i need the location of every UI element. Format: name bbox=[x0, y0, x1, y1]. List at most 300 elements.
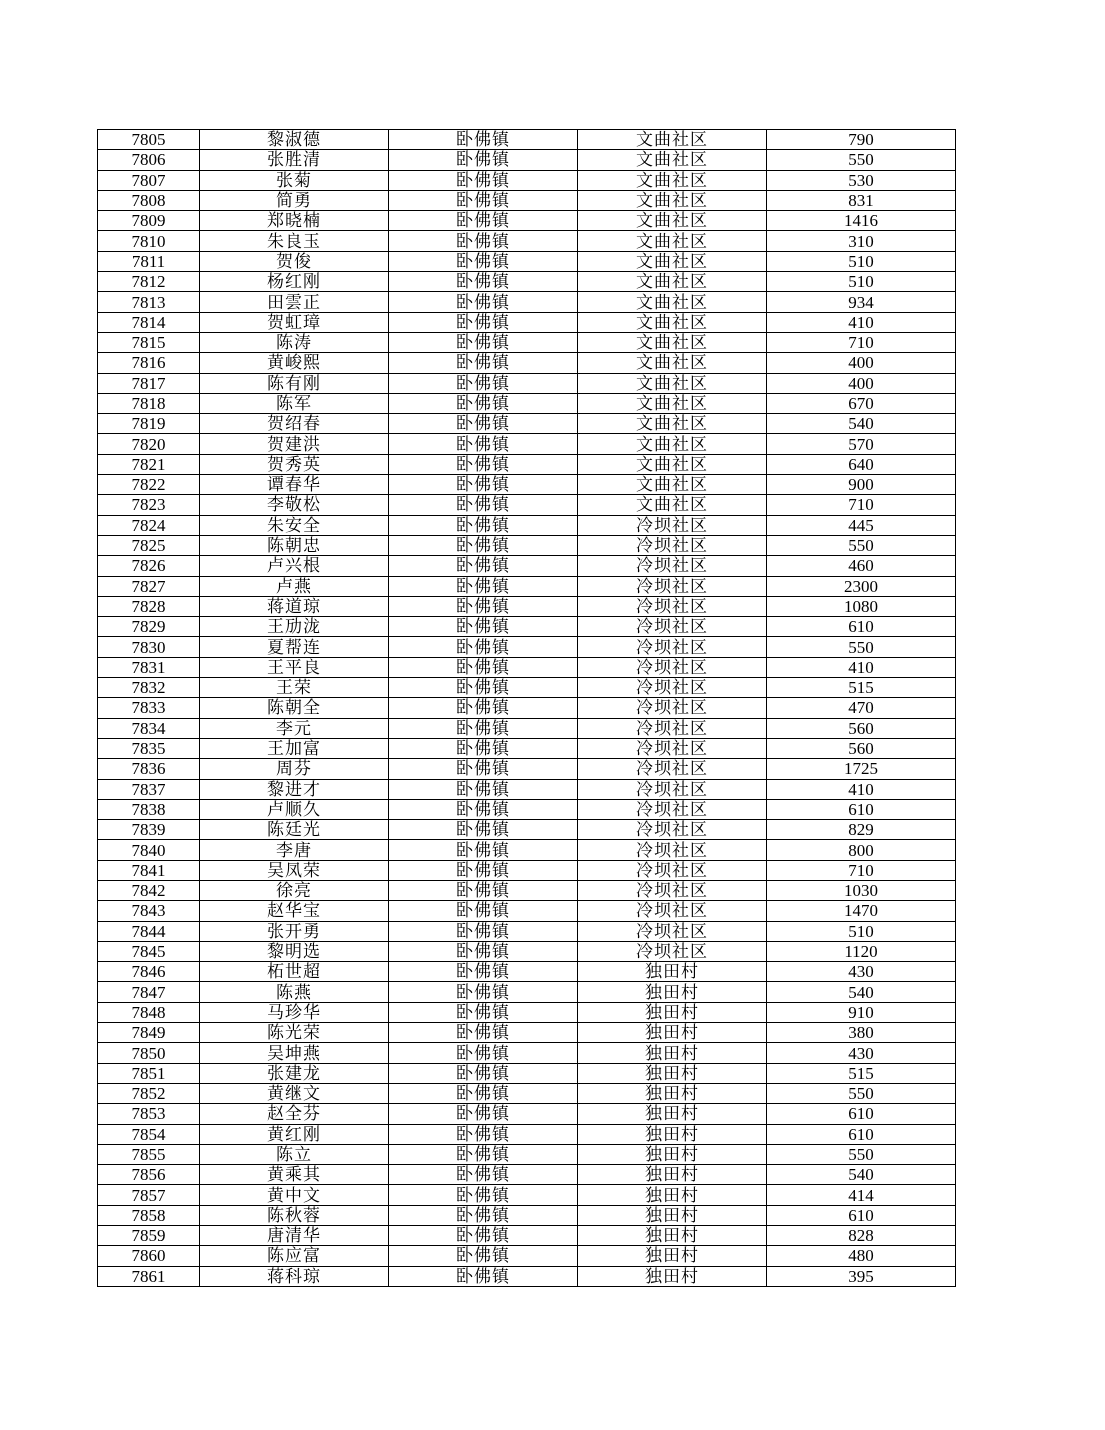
town-cell: 卧佛镇 bbox=[389, 393, 578, 413]
amount-cell: 610 bbox=[767, 799, 956, 819]
person-name-cell: 黎明选 bbox=[200, 941, 389, 961]
community-cell: 独田村 bbox=[578, 1083, 767, 1103]
row-number-cell: 7843 bbox=[98, 901, 200, 921]
row-number-cell: 7811 bbox=[98, 251, 200, 271]
row-number-cell: 7844 bbox=[98, 921, 200, 941]
person-name-cell: 蒋道琼 bbox=[200, 596, 389, 616]
table-row bbox=[98, 475, 956, 495]
table-row bbox=[98, 515, 956, 535]
row-number-cell: 7846 bbox=[98, 962, 200, 982]
table-row bbox=[98, 901, 956, 921]
amount-cell: 400 bbox=[767, 373, 956, 393]
row-number-cell: 7841 bbox=[98, 860, 200, 880]
person-name-cell: 柘世超 bbox=[200, 962, 389, 982]
amount-cell: 310 bbox=[767, 231, 956, 251]
town-cell: 卧佛镇 bbox=[389, 150, 578, 170]
table-row bbox=[98, 1083, 956, 1103]
community-cell: 文曲社区 bbox=[578, 495, 767, 515]
row-number-cell: 7848 bbox=[98, 1002, 200, 1022]
amount-cell: 410 bbox=[767, 312, 956, 332]
row-number-cell: 7819 bbox=[98, 414, 200, 434]
community-cell: 文曲社区 bbox=[578, 190, 767, 210]
amount-cell: 550 bbox=[767, 150, 956, 170]
town-cell: 卧佛镇 bbox=[389, 657, 578, 677]
table-row bbox=[98, 292, 956, 312]
person-name-cell: 唐清华 bbox=[200, 1226, 389, 1246]
row-number-cell: 7849 bbox=[98, 1023, 200, 1043]
person-name-cell: 简勇 bbox=[200, 190, 389, 210]
town-cell: 卧佛镇 bbox=[389, 211, 578, 231]
table-row bbox=[98, 1104, 956, 1124]
table-row bbox=[98, 1144, 956, 1164]
town-cell: 卧佛镇 bbox=[389, 190, 578, 210]
town-cell: 卧佛镇 bbox=[389, 1023, 578, 1043]
table-row bbox=[98, 698, 956, 718]
person-name-cell: 张建龙 bbox=[200, 1063, 389, 1083]
town-cell: 卧佛镇 bbox=[389, 637, 578, 657]
row-number-cell: 7856 bbox=[98, 1165, 200, 1185]
community-cell: 冷坝社区 bbox=[578, 657, 767, 677]
amount-cell: 515 bbox=[767, 678, 956, 698]
row-number-cell: 7861 bbox=[98, 1266, 200, 1286]
amount-cell: 540 bbox=[767, 1165, 956, 1185]
table-row bbox=[98, 130, 956, 150]
person-name-cell: 马珍华 bbox=[200, 1002, 389, 1022]
amount-cell: 510 bbox=[767, 251, 956, 271]
table-row bbox=[98, 150, 956, 170]
person-name-cell: 王劢泷 bbox=[200, 617, 389, 637]
row-number-cell: 7807 bbox=[98, 170, 200, 190]
person-name-cell: 李唐 bbox=[200, 840, 389, 860]
person-name-cell: 张开勇 bbox=[200, 921, 389, 941]
amount-cell: 790 bbox=[767, 130, 956, 150]
community-cell: 独田村 bbox=[578, 1266, 767, 1286]
table-row bbox=[98, 231, 956, 251]
town-cell: 卧佛镇 bbox=[389, 779, 578, 799]
person-name-cell: 赵全芬 bbox=[200, 1104, 389, 1124]
community-cell: 独田村 bbox=[578, 1043, 767, 1063]
person-name-cell: 李敬松 bbox=[200, 495, 389, 515]
table-row bbox=[98, 1185, 956, 1205]
community-cell: 文曲社区 bbox=[578, 373, 767, 393]
town-cell: 卧佛镇 bbox=[389, 820, 578, 840]
amount-cell: 670 bbox=[767, 393, 956, 413]
table-row bbox=[98, 393, 956, 413]
row-number-cell: 7845 bbox=[98, 941, 200, 961]
person-name-cell: 黄中文 bbox=[200, 1185, 389, 1205]
community-cell: 冷坝社区 bbox=[578, 880, 767, 900]
amount-cell: 460 bbox=[767, 556, 956, 576]
community-cell: 冷坝社区 bbox=[578, 941, 767, 961]
amount-cell: 2300 bbox=[767, 576, 956, 596]
table-row bbox=[98, 820, 956, 840]
row-number-cell: 7817 bbox=[98, 373, 200, 393]
row-number-cell: 7835 bbox=[98, 738, 200, 758]
table-row bbox=[98, 1266, 956, 1286]
community-cell: 冷坝社区 bbox=[578, 820, 767, 840]
community-cell: 独田村 bbox=[578, 1246, 767, 1266]
town-cell: 卧佛镇 bbox=[389, 982, 578, 1002]
community-cell: 文曲社区 bbox=[578, 414, 767, 434]
amount-cell: 1470 bbox=[767, 901, 956, 921]
town-cell: 卧佛镇 bbox=[389, 535, 578, 555]
row-number-cell: 7855 bbox=[98, 1144, 200, 1164]
amount-cell: 1416 bbox=[767, 211, 956, 231]
town-cell: 卧佛镇 bbox=[389, 170, 578, 190]
person-name-cell: 杨红刚 bbox=[200, 272, 389, 292]
row-number-cell: 7859 bbox=[98, 1226, 200, 1246]
community-cell: 冷坝社区 bbox=[578, 901, 767, 921]
amount-cell: 829 bbox=[767, 820, 956, 840]
person-name-cell: 卢顺久 bbox=[200, 799, 389, 819]
row-number-cell: 7808 bbox=[98, 190, 200, 210]
table-row bbox=[98, 251, 956, 271]
person-name-cell: 贺建洪 bbox=[200, 434, 389, 454]
amount-cell: 414 bbox=[767, 1185, 956, 1205]
community-cell: 冷坝社区 bbox=[578, 921, 767, 941]
row-number-cell: 7809 bbox=[98, 211, 200, 231]
amount-cell: 800 bbox=[767, 840, 956, 860]
community-cell: 文曲社区 bbox=[578, 170, 767, 190]
town-cell: 卧佛镇 bbox=[389, 596, 578, 616]
community-cell: 文曲社区 bbox=[578, 332, 767, 352]
amount-cell: 560 bbox=[767, 738, 956, 758]
town-cell: 卧佛镇 bbox=[389, 251, 578, 271]
person-name-cell: 赵华宝 bbox=[200, 901, 389, 921]
town-cell: 卧佛镇 bbox=[389, 860, 578, 880]
person-name-cell: 王荣 bbox=[200, 678, 389, 698]
row-number-cell: 7858 bbox=[98, 1205, 200, 1225]
town-cell: 卧佛镇 bbox=[389, 1002, 578, 1022]
table-row bbox=[98, 1002, 956, 1022]
table-row bbox=[98, 414, 956, 434]
community-cell: 文曲社区 bbox=[578, 454, 767, 474]
person-name-cell: 卢燕 bbox=[200, 576, 389, 596]
person-name-cell: 徐亮 bbox=[200, 880, 389, 900]
person-name-cell: 陈立 bbox=[200, 1144, 389, 1164]
amount-cell: 900 bbox=[767, 475, 956, 495]
table-row bbox=[98, 962, 956, 982]
person-name-cell: 黄峻熙 bbox=[200, 353, 389, 373]
amount-cell: 550 bbox=[767, 535, 956, 555]
town-cell: 卧佛镇 bbox=[389, 373, 578, 393]
community-cell: 文曲社区 bbox=[578, 130, 767, 150]
town-cell: 卧佛镇 bbox=[389, 759, 578, 779]
town-cell: 卧佛镇 bbox=[389, 576, 578, 596]
row-number-cell: 7826 bbox=[98, 556, 200, 576]
community-cell: 文曲社区 bbox=[578, 312, 767, 332]
amount-cell: 515 bbox=[767, 1063, 956, 1083]
row-number-cell: 7828 bbox=[98, 596, 200, 616]
table-row bbox=[98, 921, 956, 941]
community-cell: 文曲社区 bbox=[578, 475, 767, 495]
community-cell: 冷坝社区 bbox=[578, 840, 767, 860]
table-row bbox=[98, 272, 956, 292]
town-cell: 卧佛镇 bbox=[389, 840, 578, 860]
table-row bbox=[98, 211, 956, 231]
community-cell: 文曲社区 bbox=[578, 231, 767, 251]
community-cell: 文曲社区 bbox=[578, 393, 767, 413]
community-cell: 独田村 bbox=[578, 1124, 767, 1144]
town-cell: 卧佛镇 bbox=[389, 617, 578, 637]
row-number-cell: 7851 bbox=[98, 1063, 200, 1083]
community-cell: 文曲社区 bbox=[578, 150, 767, 170]
table-row bbox=[98, 576, 956, 596]
person-name-cell: 王加富 bbox=[200, 738, 389, 758]
person-name-cell: 黎淑德 bbox=[200, 130, 389, 150]
table-row bbox=[98, 556, 956, 576]
amount-cell: 480 bbox=[767, 1246, 956, 1266]
table-row bbox=[98, 1226, 956, 1246]
community-cell: 冷坝社区 bbox=[578, 860, 767, 880]
amount-cell: 610 bbox=[767, 617, 956, 637]
person-name-cell: 陈涛 bbox=[200, 332, 389, 352]
town-cell: 卧佛镇 bbox=[389, 1165, 578, 1185]
amount-cell: 610 bbox=[767, 1104, 956, 1124]
row-number-cell: 7847 bbox=[98, 982, 200, 1002]
person-name-cell: 陈应富 bbox=[200, 1246, 389, 1266]
table-row bbox=[98, 170, 956, 190]
community-cell: 独田村 bbox=[578, 1023, 767, 1043]
community-cell: 冷坝社区 bbox=[578, 556, 767, 576]
amount-cell: 550 bbox=[767, 1144, 956, 1164]
amount-cell: 510 bbox=[767, 921, 956, 941]
person-name-cell: 卢兴根 bbox=[200, 556, 389, 576]
amount-cell: 1030 bbox=[767, 880, 956, 900]
table-row bbox=[98, 1063, 956, 1083]
table-row bbox=[98, 190, 956, 210]
amount-cell: 470 bbox=[767, 698, 956, 718]
row-number-cell: 7815 bbox=[98, 332, 200, 352]
town-cell: 卧佛镇 bbox=[389, 515, 578, 535]
community-cell: 冷坝社区 bbox=[578, 779, 767, 799]
community-cell: 独田村 bbox=[578, 982, 767, 1002]
amount-cell: 910 bbox=[767, 1002, 956, 1022]
town-cell: 卧佛镇 bbox=[389, 353, 578, 373]
row-number-cell: 7813 bbox=[98, 292, 200, 312]
amount-cell: 400 bbox=[767, 353, 956, 373]
amount-cell: 410 bbox=[767, 657, 956, 677]
amount-cell: 610 bbox=[767, 1124, 956, 1144]
amount-cell: 828 bbox=[767, 1226, 956, 1246]
table-row bbox=[98, 637, 956, 657]
town-cell: 卧佛镇 bbox=[389, 1104, 578, 1124]
person-name-cell: 黎进才 bbox=[200, 779, 389, 799]
person-name-cell: 陈燕 bbox=[200, 982, 389, 1002]
amount-cell: 1080 bbox=[767, 596, 956, 616]
community-cell: 文曲社区 bbox=[578, 434, 767, 454]
community-cell: 文曲社区 bbox=[578, 292, 767, 312]
community-cell: 独田村 bbox=[578, 962, 767, 982]
community-cell: 冷坝社区 bbox=[578, 759, 767, 779]
person-name-cell: 李元 bbox=[200, 718, 389, 738]
community-cell: 冷坝社区 bbox=[578, 535, 767, 555]
person-name-cell: 张胜清 bbox=[200, 150, 389, 170]
table-row bbox=[98, 718, 956, 738]
town-cell: 卧佛镇 bbox=[389, 921, 578, 941]
town-cell: 卧佛镇 bbox=[389, 799, 578, 819]
community-cell: 文曲社区 bbox=[578, 353, 767, 373]
town-cell: 卧佛镇 bbox=[389, 434, 578, 454]
amount-cell: 430 bbox=[767, 1043, 956, 1063]
table-row bbox=[98, 535, 956, 555]
community-cell: 冷坝社区 bbox=[578, 596, 767, 616]
community-cell: 文曲社区 bbox=[578, 272, 767, 292]
town-cell: 卧佛镇 bbox=[389, 495, 578, 515]
amount-cell: 934 bbox=[767, 292, 956, 312]
row-number-cell: 7860 bbox=[98, 1246, 200, 1266]
town-cell: 卧佛镇 bbox=[389, 738, 578, 758]
table-row bbox=[98, 738, 956, 758]
table-row bbox=[98, 657, 956, 677]
table-row bbox=[98, 332, 956, 352]
amount-cell: 380 bbox=[767, 1023, 956, 1043]
row-number-cell: 7805 bbox=[98, 130, 200, 150]
amount-cell: 510 bbox=[767, 272, 956, 292]
community-cell: 冷坝社区 bbox=[578, 738, 767, 758]
roster-table-body bbox=[98, 130, 956, 1287]
row-number-cell: 7836 bbox=[98, 759, 200, 779]
community-cell: 独田村 bbox=[578, 1002, 767, 1022]
town-cell: 卧佛镇 bbox=[389, 231, 578, 251]
amount-cell: 550 bbox=[767, 637, 956, 657]
table-row bbox=[98, 1023, 956, 1043]
row-number-cell: 7822 bbox=[98, 475, 200, 495]
person-name-cell: 朱良玉 bbox=[200, 231, 389, 251]
row-number-cell: 7820 bbox=[98, 434, 200, 454]
table-row bbox=[98, 454, 956, 474]
amount-cell: 831 bbox=[767, 190, 956, 210]
town-cell: 卧佛镇 bbox=[389, 475, 578, 495]
person-name-cell: 周芬 bbox=[200, 759, 389, 779]
community-cell: 冷坝社区 bbox=[578, 576, 767, 596]
table-row bbox=[98, 941, 956, 961]
town-cell: 卧佛镇 bbox=[389, 1124, 578, 1144]
community-cell: 冷坝社区 bbox=[578, 718, 767, 738]
town-cell: 卧佛镇 bbox=[389, 1266, 578, 1286]
town-cell: 卧佛镇 bbox=[389, 556, 578, 576]
row-number-cell: 7838 bbox=[98, 799, 200, 819]
table-row bbox=[98, 1205, 956, 1225]
community-cell: 独田村 bbox=[578, 1165, 767, 1185]
table-row bbox=[98, 1124, 956, 1144]
town-cell: 卧佛镇 bbox=[389, 1043, 578, 1063]
town-cell: 卧佛镇 bbox=[389, 880, 578, 900]
row-number-cell: 7830 bbox=[98, 637, 200, 657]
community-cell: 独田村 bbox=[578, 1144, 767, 1164]
row-number-cell: 7825 bbox=[98, 535, 200, 555]
row-number-cell: 7852 bbox=[98, 1083, 200, 1103]
row-number-cell: 7810 bbox=[98, 231, 200, 251]
town-cell: 卧佛镇 bbox=[389, 901, 578, 921]
table-row bbox=[98, 312, 956, 332]
table-row bbox=[98, 373, 956, 393]
row-number-cell: 7823 bbox=[98, 495, 200, 515]
row-number-cell: 7824 bbox=[98, 515, 200, 535]
table-row bbox=[98, 880, 956, 900]
amount-cell: 640 bbox=[767, 454, 956, 474]
table-row bbox=[98, 982, 956, 1002]
community-cell: 文曲社区 bbox=[578, 251, 767, 271]
person-name-cell: 陈有刚 bbox=[200, 373, 389, 393]
row-number-cell: 7833 bbox=[98, 698, 200, 718]
person-name-cell: 蒋科琼 bbox=[200, 1266, 389, 1286]
town-cell: 卧佛镇 bbox=[389, 292, 578, 312]
table-row bbox=[98, 617, 956, 637]
community-cell: 文曲社区 bbox=[578, 211, 767, 231]
community-cell: 独田村 bbox=[578, 1205, 767, 1225]
amount-cell: 550 bbox=[767, 1083, 956, 1103]
person-name-cell: 田雲正 bbox=[200, 292, 389, 312]
amount-cell: 395 bbox=[767, 1266, 956, 1286]
row-number-cell: 7821 bbox=[98, 454, 200, 474]
person-name-cell: 贺秀英 bbox=[200, 454, 389, 474]
town-cell: 卧佛镇 bbox=[389, 678, 578, 698]
person-name-cell: 陈军 bbox=[200, 393, 389, 413]
community-cell: 独田村 bbox=[578, 1063, 767, 1083]
amount-cell: 1120 bbox=[767, 941, 956, 961]
town-cell: 卧佛镇 bbox=[389, 1083, 578, 1103]
person-name-cell: 黄红刚 bbox=[200, 1124, 389, 1144]
table-row bbox=[98, 678, 956, 698]
table-row bbox=[98, 434, 956, 454]
table-row bbox=[98, 840, 956, 860]
person-name-cell: 贺虹璋 bbox=[200, 312, 389, 332]
row-number-cell: 7832 bbox=[98, 678, 200, 698]
town-cell: 卧佛镇 bbox=[389, 718, 578, 738]
row-number-cell: 7806 bbox=[98, 150, 200, 170]
town-cell: 卧佛镇 bbox=[389, 1226, 578, 1246]
amount-cell: 710 bbox=[767, 860, 956, 880]
person-name-cell: 郑晓楠 bbox=[200, 211, 389, 231]
person-name-cell: 黄乘其 bbox=[200, 1165, 389, 1185]
community-cell: 冷坝社区 bbox=[578, 637, 767, 657]
amount-cell: 540 bbox=[767, 982, 956, 1002]
town-cell: 卧佛镇 bbox=[389, 698, 578, 718]
person-name-cell: 谭春华 bbox=[200, 475, 389, 495]
person-name-cell: 陈秋蓉 bbox=[200, 1205, 389, 1225]
table-row bbox=[98, 1246, 956, 1266]
row-number-cell: 7854 bbox=[98, 1124, 200, 1144]
town-cell: 卧佛镇 bbox=[389, 454, 578, 474]
person-name-cell: 陈光荣 bbox=[200, 1023, 389, 1043]
row-number-cell: 7857 bbox=[98, 1185, 200, 1205]
row-number-cell: 7842 bbox=[98, 880, 200, 900]
row-number-cell: 7840 bbox=[98, 840, 200, 860]
amount-cell: 410 bbox=[767, 779, 956, 799]
community-cell: 冷坝社区 bbox=[578, 698, 767, 718]
person-name-cell: 王平良 bbox=[200, 657, 389, 677]
amount-cell: 710 bbox=[767, 495, 956, 515]
community-cell: 独田村 bbox=[578, 1104, 767, 1124]
person-name-cell: 贺绍春 bbox=[200, 414, 389, 434]
person-name-cell: 贺俊 bbox=[200, 251, 389, 271]
table-row bbox=[98, 779, 956, 799]
community-cell: 冷坝社区 bbox=[578, 617, 767, 637]
town-cell: 卧佛镇 bbox=[389, 312, 578, 332]
amount-cell: 1725 bbox=[767, 759, 956, 779]
table-row bbox=[98, 495, 956, 515]
person-name-cell: 陈朝忠 bbox=[200, 535, 389, 555]
person-name-cell: 吴坤燕 bbox=[200, 1043, 389, 1063]
person-name-cell: 张菊 bbox=[200, 170, 389, 190]
town-cell: 卧佛镇 bbox=[389, 962, 578, 982]
row-number-cell: 7839 bbox=[98, 820, 200, 840]
town-cell: 卧佛镇 bbox=[389, 1144, 578, 1164]
community-cell: 冷坝社区 bbox=[578, 515, 767, 535]
town-cell: 卧佛镇 bbox=[389, 414, 578, 434]
person-name-cell: 黄继文 bbox=[200, 1083, 389, 1103]
